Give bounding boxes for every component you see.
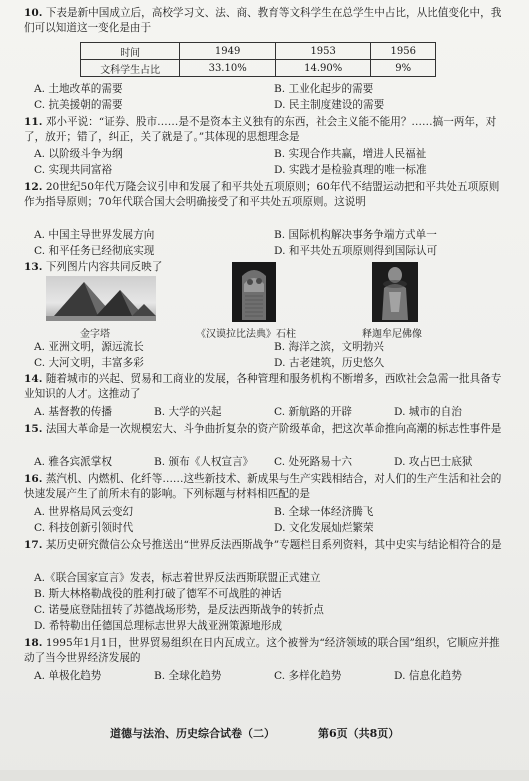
option-d: D. 攻占巴士底狱 xyxy=(394,456,473,468)
option-a: A. 以阶级斗争为纲 xyxy=(34,148,123,160)
table-cell: 文科学生占比 xyxy=(81,60,180,77)
option-c: C. 新航路的开辟 xyxy=(274,406,353,418)
option-b: B. 颁布《人权宣言》 xyxy=(154,456,254,468)
question-11 xyxy=(24,115,502,145)
option-b: B. 海洋之滨，文明勃兴 xyxy=(274,341,384,353)
option-b: B. 工业化起步的需要 xyxy=(274,83,374,95)
question-stem: 某历史研究微信公众号推送出“世界反法西斯战争”专题栏目系列资料，其中史实与结论相符合的是 xyxy=(45,539,502,551)
question-stem: 蒸汽机、内燃机、化纤等……这些新技术、新成果与生产实践相结合，对人们的生产生活和社会的快速发展产生了前所未有的影响。下列标题与材料相匹配的是 xyxy=(24,473,502,500)
option-b: B. 斯大林格勒战役的胜利打破了德军不可战胜的神话 xyxy=(34,588,282,600)
option-c: C. 和平任务已经彻底实现 xyxy=(34,245,155,257)
option-b: B. 大学的兴起 xyxy=(154,406,222,418)
question-number: 16. xyxy=(24,473,43,485)
question-18 xyxy=(24,636,502,666)
option-d: D. 希特勒出任德国总理标志世界大战亚洲策源地形成 xyxy=(34,620,282,632)
option-d: D. 城市的自治 xyxy=(394,406,462,418)
question-stem: 邓小平说：“证券、股市……是不是资本主义独有的东西，社会主义能不能用？……搞一两年，对了，放开；错了，纠正，关了就是了。”其体现的思想理念是 xyxy=(24,116,497,143)
pyramids-image xyxy=(46,276,156,321)
option-a: A.《联合国家宣言》发表，标志着世界反法西斯联盟正式建立 xyxy=(34,572,321,584)
option-d: D. 古老建筑，历史悠久 xyxy=(274,357,385,369)
option-c: C. 抗美援朝的需要 xyxy=(34,99,123,111)
option-a: A. 中国主导世界发展方向 xyxy=(34,229,155,241)
table-cell: 1953 xyxy=(275,43,371,60)
option-a: A. 单极化趋势 xyxy=(34,670,102,682)
image-caption: 《汉谟拉比法典》石柱 xyxy=(196,329,296,340)
table-cell: 9% xyxy=(371,60,436,77)
option-a: A. 亚洲文明，源远流长 xyxy=(34,341,144,353)
question-number: 10. xyxy=(24,7,43,19)
exam-title: 道德与法治、历史综合试卷（二） xyxy=(110,727,275,740)
table-header-row xyxy=(81,43,436,60)
question-stem: 1995年1月1日，世界贸易组织在日内瓦成立。这个被誉为“经济领域的联合国”组织，它顺应并推动了当今世界经济发展的 xyxy=(24,637,500,664)
question-number: 18. xyxy=(24,637,43,649)
question-number: 12. xyxy=(24,181,43,193)
option-c: C. 处死路易十六 xyxy=(274,456,353,468)
page-bottom-edge xyxy=(0,770,529,781)
question-number: 15. xyxy=(24,423,43,435)
option-c: C. 大河文明，丰富多彩 xyxy=(34,357,144,369)
option-d: D. 信息化趋势 xyxy=(394,670,462,682)
option-b: B. 全球一体经济腾飞 xyxy=(274,506,374,518)
option-b: B. 实现合作共赢，增进人民福祉 xyxy=(274,148,427,160)
question-stem: 法国大革命是一次规模宏大、斗争曲折复杂的资产阶级革命，把这次革命推向高潮的标志性事件是 xyxy=(45,423,502,435)
question-10 xyxy=(24,6,502,36)
question-12 xyxy=(24,180,502,210)
question-17 xyxy=(24,538,502,553)
question-number: 14. xyxy=(24,373,43,385)
table-cell: 33.10% xyxy=(180,60,276,77)
question-14 xyxy=(24,372,502,402)
image-caption: 释迦牟尼佛像 xyxy=(362,329,422,340)
table-cell: 时间 xyxy=(81,43,180,60)
hammurabi-stele-image xyxy=(232,262,276,322)
question-number: 11. xyxy=(24,116,43,128)
question-stem: 下表是新中国成立后，高校学习文、法、商、教育等文科学生在总学生中占比，从比值变化中，我们可以知道这一变化是由于 xyxy=(24,7,502,34)
option-c: C. 多样化趋势 xyxy=(274,670,342,682)
option-c: C. 实现共同富裕 xyxy=(34,164,113,176)
option-a: A. 世界格局风云变幻 xyxy=(34,506,134,518)
question-number: 13. xyxy=(24,261,43,273)
buddha-statue-image xyxy=(372,262,418,322)
table-cell: 1956 xyxy=(371,43,436,60)
option-d: D. 民主制度建设的需要 xyxy=(274,99,385,111)
option-a: A. 土地改革的需要 xyxy=(34,83,123,95)
question-stem: 20世纪50年代万隆会议引申和发展了和平共处五项原则；60年代不结盟运动把和平共处五项原则作为指导原则；70年代联合国大会明确接受了和平共处五项原则。这说明 xyxy=(24,181,500,208)
data-table xyxy=(80,42,436,77)
table-cell: 1949 xyxy=(180,43,276,60)
question-stem: 随着城市的兴起、贸易和工商业的发展，各种管理和服务机构不断增多，西欧社会急需一批具备专业知识的人才。这推动了 xyxy=(24,373,502,400)
option-d: D. 实践才是检验真理的唯一标准 xyxy=(274,164,427,176)
option-a: A. 雅各宾派掌权 xyxy=(34,456,112,468)
question-15 xyxy=(24,422,502,437)
page-number: 第6页（共8页） xyxy=(318,727,400,740)
table-cell: 14.90% xyxy=(275,60,371,77)
question-16 xyxy=(24,472,502,502)
option-d: D. 和平共处五项原则得到国际认可 xyxy=(274,245,438,257)
question-number: 17. xyxy=(24,539,43,551)
option-b: B. 全球化趋势 xyxy=(154,670,222,682)
option-d: D. 文化发展灿烂繁荣 xyxy=(274,522,374,534)
table-row xyxy=(81,60,436,77)
image-caption: 金字塔 xyxy=(80,329,110,340)
option-c: C. 科技创新引领时代 xyxy=(34,522,134,534)
question-stem: 下列图片内容共同反映了 xyxy=(45,261,163,273)
option-c: C. 诺曼底登陆扭转了苏德战场形势，是反法西斯战争的转折点 xyxy=(34,604,324,616)
option-a: A. 基督教的传播 xyxy=(34,406,112,418)
option-b: B. 国际机构解决事务争端方式单一 xyxy=(274,229,437,241)
